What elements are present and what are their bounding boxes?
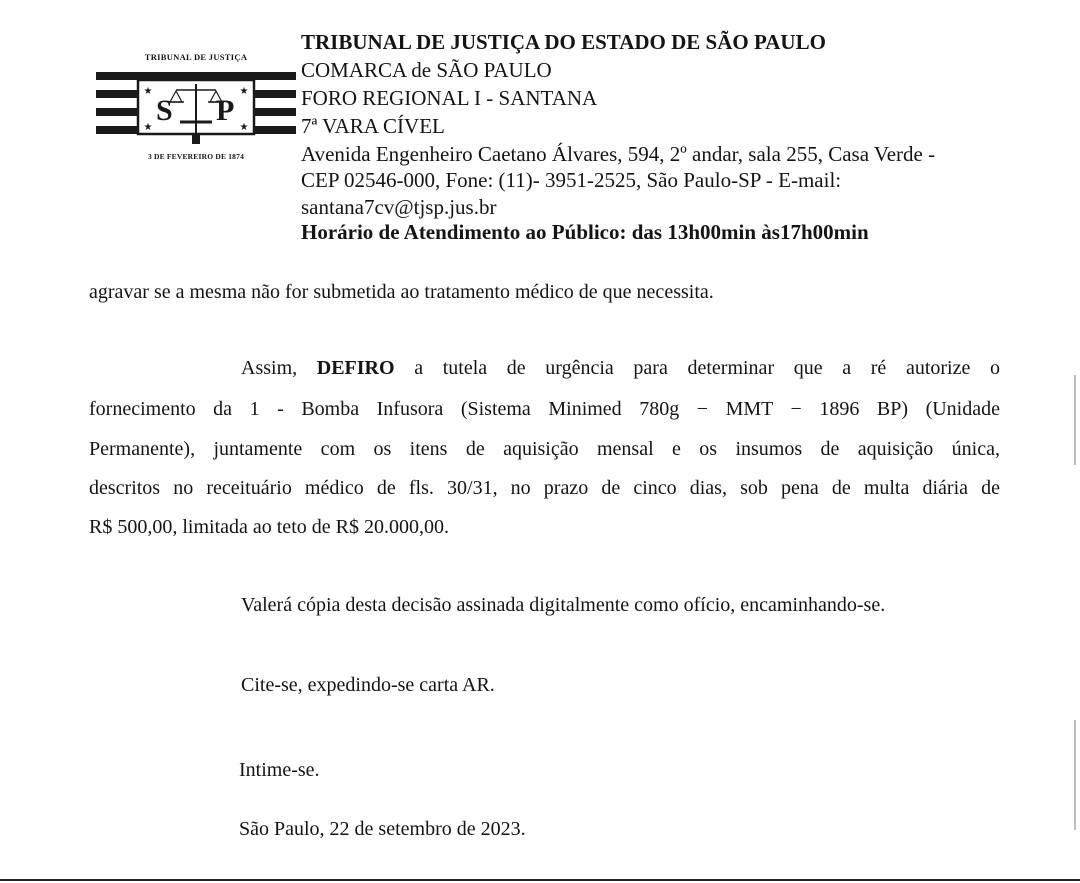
decision-line-5: R$ 500,00, limitada ao teto de R$ 20.000,00. xyxy=(89,516,449,538)
logo-top-text: TRIBUNAL DE JUSTIÇA xyxy=(144,52,248,62)
page-edge-mark xyxy=(1074,720,1076,830)
date-place: São Paulo, 22 de setembro de 2023. xyxy=(239,818,526,840)
foro: FORO REGIONAL I - SANTANA xyxy=(301,86,598,110)
court-name: TRIBUNAL DE JUSTIÇA DO ESTADO DE SÃO PAULO xyxy=(301,30,826,54)
decision-line-3: Permanente), juntamente com os itens de aquisição mensal e os insumos de aquisição única, xyxy=(89,438,1000,460)
vara: 7ª VARA CÍVEL xyxy=(301,114,445,138)
svg-text:★: ★ xyxy=(143,122,153,133)
decision-line-1-rest: a tutela de urgência para determinar que a ré autorize o xyxy=(414,357,1000,379)
svg-text:★: ★ xyxy=(239,86,249,97)
intime-paragraph: Intime-se. xyxy=(239,759,320,781)
cite-paragraph: Cite-se, expedindo-se carta AR. xyxy=(241,674,495,696)
logo-emblem-icon xyxy=(96,64,296,152)
decision-prefix: Assim, xyxy=(241,357,298,379)
address-line-1: Avenida Engenheiro Caetano Álvares, 594, 2º andar, sala 255, Casa Verde - xyxy=(301,142,936,166)
comarca: COMARCA de SÃO PAULO xyxy=(301,58,552,82)
decision-line-1 xyxy=(241,349,1000,388)
valera-paragraph: Valerá cópia desta decisão assinada digitalmente como ofício, encaminhando-se. xyxy=(241,594,886,616)
continuation-paragraph: agravar se a mesma não for submetida ao tratamento médico de que necessita. xyxy=(89,281,714,303)
address-line-2: CEP 02546-000, Fone: (11)- 3951-2525, São Paulo-SP - E-mail: xyxy=(301,168,842,192)
svg-text:S: S xyxy=(156,94,173,127)
svg-text:★: ★ xyxy=(239,122,249,133)
defiro-keyword: DEFIRO xyxy=(316,357,395,379)
svg-text:★: ★ xyxy=(143,86,153,97)
public-hours: Horário de Atendimento ao Público: das 13h00min às17h00min xyxy=(301,220,869,244)
logo-bottom-text: 3 DE FEVEREIRO DE 1874 xyxy=(147,152,245,161)
email-address: santana7cv@tjsp.jus.br xyxy=(301,195,497,219)
decision-line-2: fornecimento da 1 - Bomba Infusora (Sistema Minimed 780g − MMT − 1896 BP) (Unidade xyxy=(89,398,1000,420)
decision-line-4: descritos no receituário médico de fls. 30/31, no prazo de cinco dias, sob pena de multa diária de xyxy=(89,477,1000,499)
tjsp-logo xyxy=(96,20,296,160)
page-edge-mark xyxy=(1074,375,1076,465)
svg-text:P: P xyxy=(216,94,235,127)
page-bottom-rule xyxy=(0,879,1080,881)
